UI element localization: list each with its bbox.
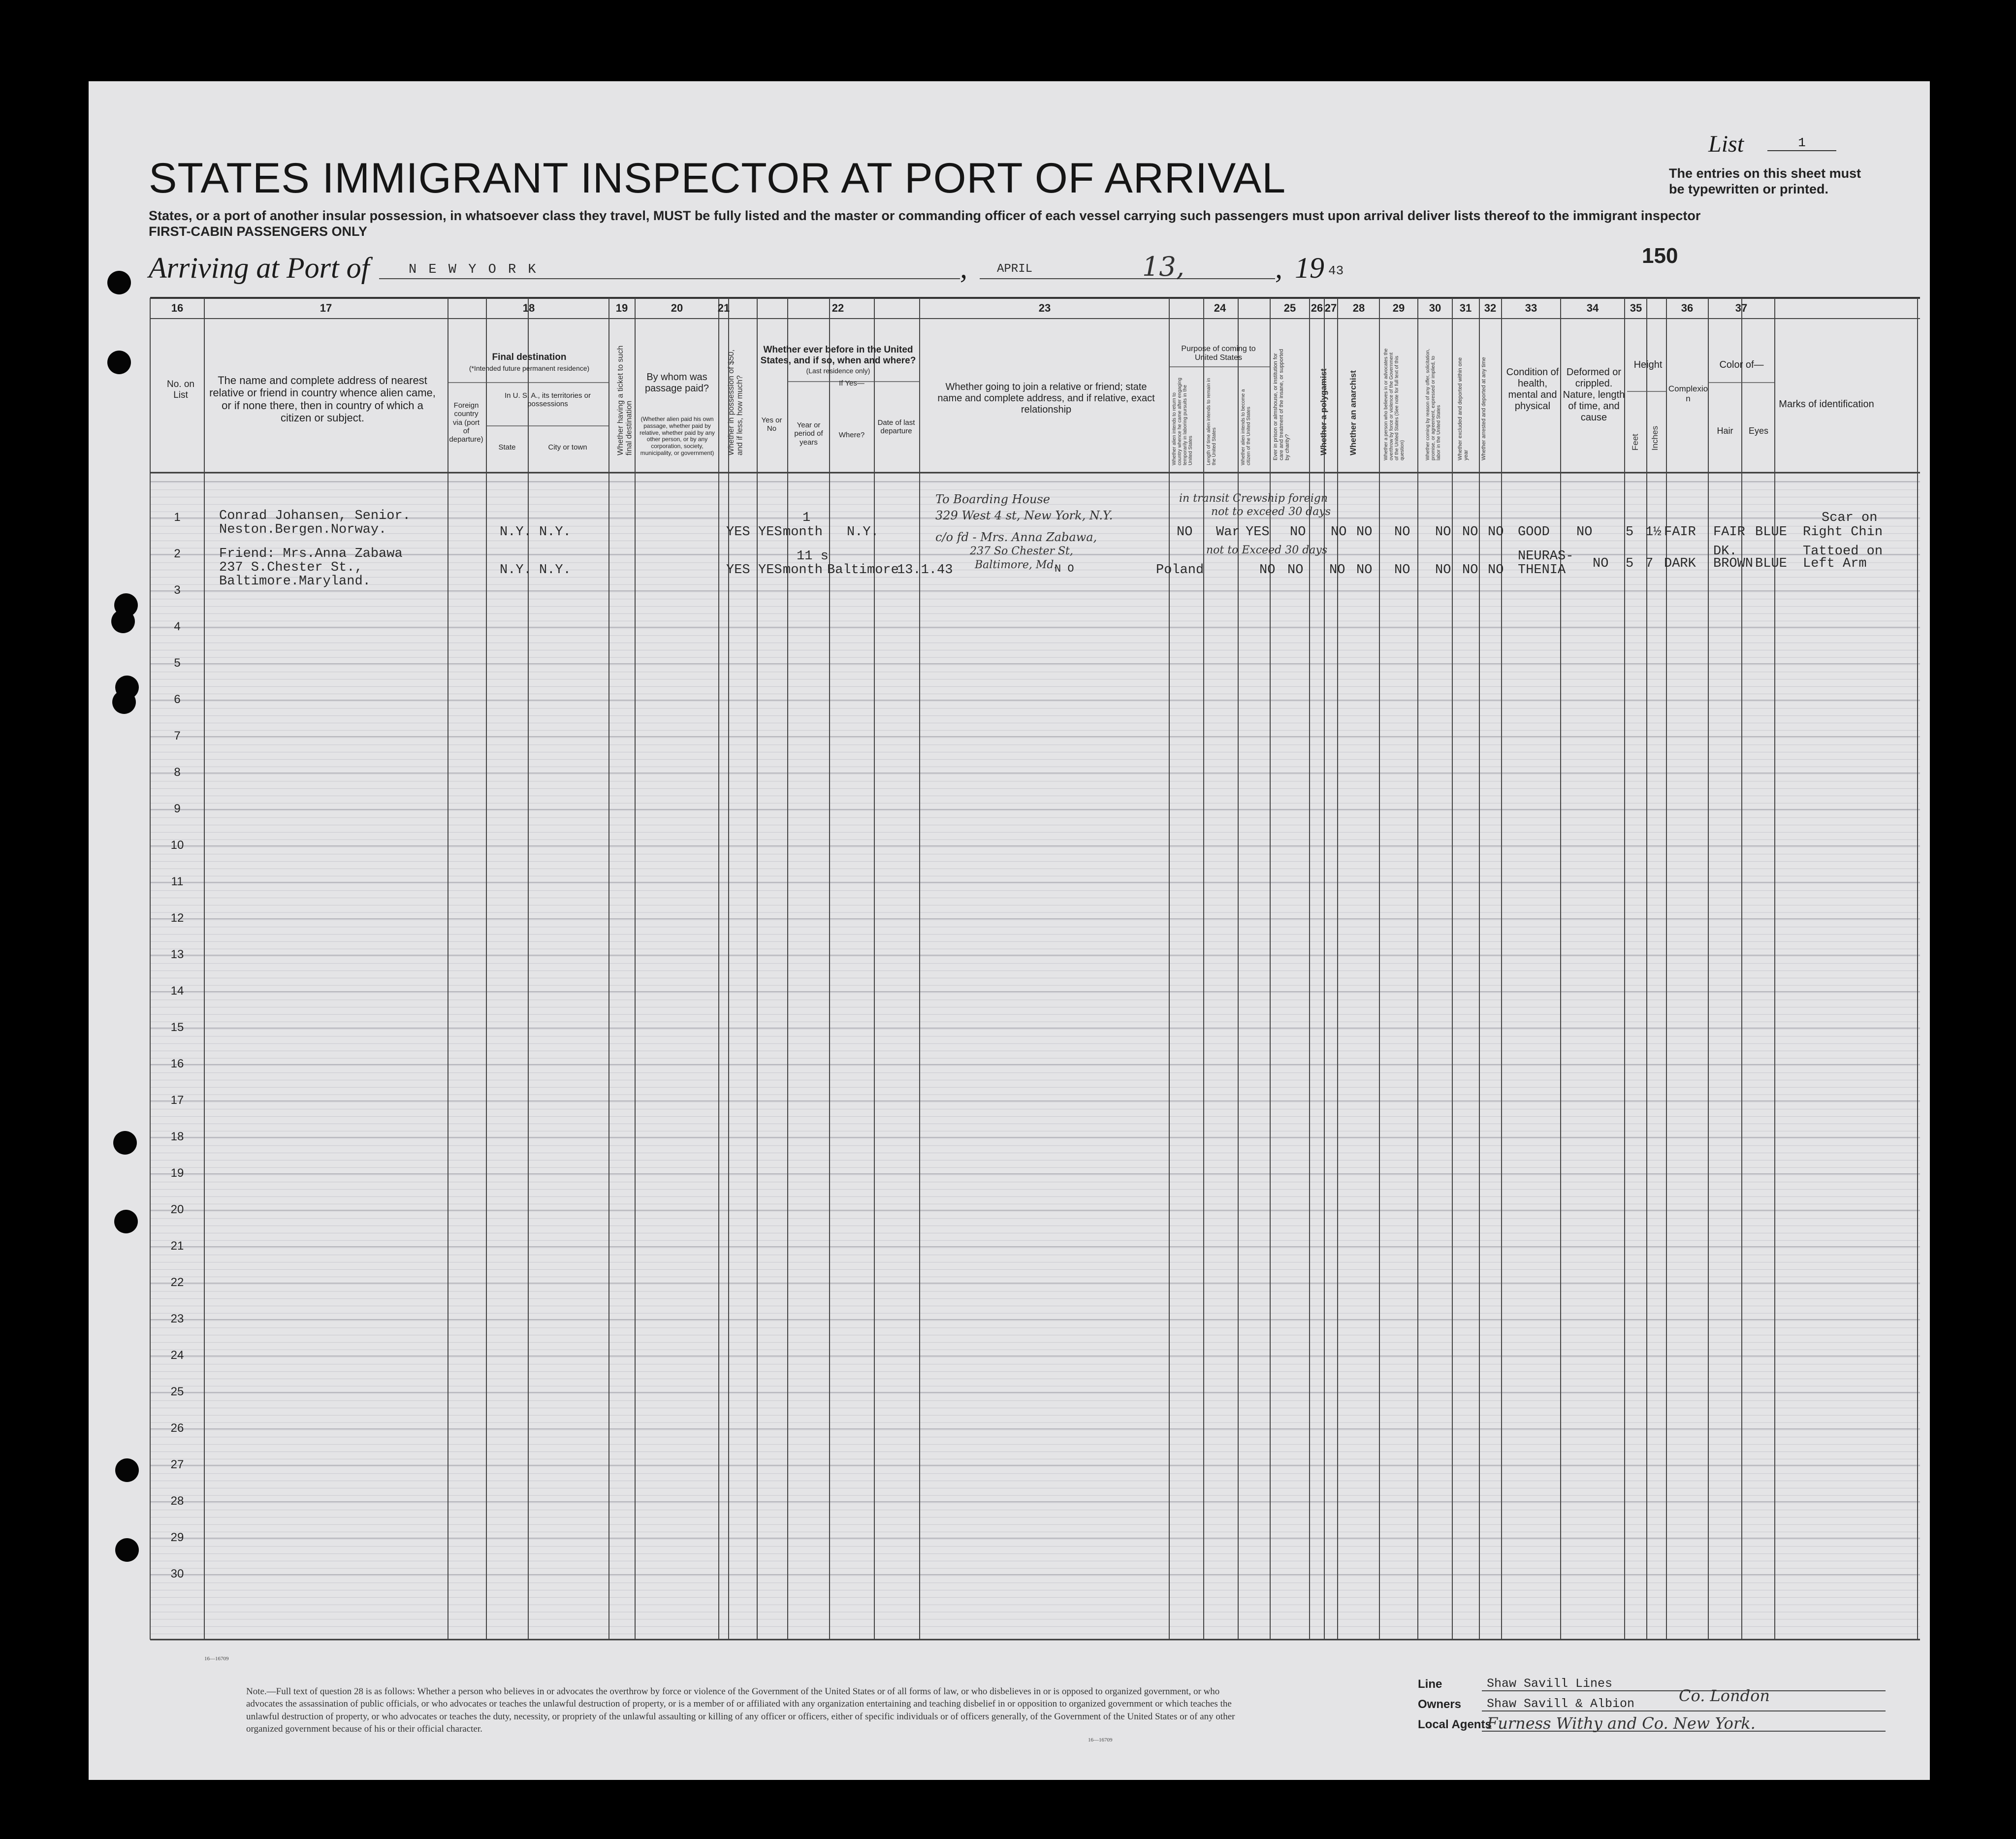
col23-header: Whether going to join a relative or friend; state name and complete address, and if relative, exact relationship xyxy=(937,382,1155,415)
list-label: List xyxy=(1708,131,1744,157)
footer-agents-value: Furness Withy and Co. New York. xyxy=(1487,1714,1756,1733)
arriving-label: Arriving at Port of xyxy=(149,252,370,284)
row-number: 15 xyxy=(170,1021,184,1034)
comma-2: , xyxy=(1275,252,1282,284)
column-number-18: 18 xyxy=(522,302,535,314)
binder-hole xyxy=(113,1131,137,1155)
entry1-complexion: FAIR xyxy=(1664,525,1696,540)
row-number: 18 xyxy=(170,1130,184,1143)
row-number: 10 xyxy=(170,839,184,852)
binder-hole xyxy=(107,351,131,374)
column-number-28: 28 xyxy=(1352,302,1365,314)
entry2-prison: NO xyxy=(1259,563,1276,578)
row-number: 23 xyxy=(170,1312,184,1325)
binder-hole xyxy=(107,271,131,294)
col25-header: Ever in prison or almshouse, or institution for care and treatment of the insane, or supported by charity? xyxy=(1273,349,1291,460)
entry1-arrested-2: NO xyxy=(1488,525,1504,540)
entry2-prison-2: NO xyxy=(1287,563,1304,578)
entry2-period-1: 11 s xyxy=(797,549,829,564)
typed-note-1: The entries on this sheet must xyxy=(1669,166,1861,181)
entry1-inches: 1½ xyxy=(1645,525,1662,540)
footer-line-value: Shaw Savill Lines xyxy=(1487,1677,1613,1691)
col32-header: Condition of health, mental and physical xyxy=(1506,367,1559,412)
column-number-24: 24 xyxy=(1214,302,1226,314)
entry2-before-us: YES xyxy=(758,563,782,578)
entry2-state: N.Y. xyxy=(500,563,532,578)
row-number: 3 xyxy=(174,583,181,597)
column-number-33: 33 xyxy=(1525,302,1537,314)
row-number: 5 xyxy=(174,656,181,670)
col22-yesno: Yes or No xyxy=(761,416,782,433)
row-number: 13 xyxy=(170,948,184,961)
entry2-joining-2: 237 So Chester St, xyxy=(970,545,1073,557)
entry2-hair-1: DK. xyxy=(1713,544,1737,559)
column-number-21: 21 xyxy=(717,302,730,314)
row-number: 20 xyxy=(170,1203,184,1216)
col22-ifyes: If Yes— xyxy=(839,379,864,387)
row-number: 11 xyxy=(171,875,184,888)
column-number-34: 34 xyxy=(1586,302,1599,314)
column-number-37: 37 xyxy=(1735,302,1748,314)
col29-header: Whether coming by reason of any offer, solicitation, promise, or agreement, expressed or implied, to labor in the United States xyxy=(1425,349,1441,460)
column-number-27: 27 xyxy=(1324,302,1337,314)
entry1-deformed: NO xyxy=(1576,525,1593,540)
row-number: 30 xyxy=(170,1567,184,1581)
entry1-joining-2: 329 West 4 st, New York, N.Y. xyxy=(935,509,1113,522)
entry1-anarchist: NO xyxy=(1331,525,1347,540)
column-number-16: 16 xyxy=(171,302,184,314)
instructions-line-1: States, or a port of another insular possession, in whatsoever class they travel, MUST be fully listed and the master or commanding officer of each vessel carrying such passengers must upon arrival deliver lists thereof to the immigrant inspector xyxy=(149,208,1701,223)
col18-header: Final destination xyxy=(492,352,567,362)
row-number: 16 xyxy=(170,1057,184,1070)
row-number: 9 xyxy=(174,802,181,815)
row-number: 19 xyxy=(170,1166,184,1180)
footer-agents-label: Local Agents xyxy=(1418,1718,1492,1731)
col18-state: State xyxy=(498,443,516,452)
col24-header: Purpose of coming to United States xyxy=(1181,345,1256,362)
col18-city: City or town xyxy=(548,443,587,452)
entry2-hair-2: BROWN xyxy=(1713,556,1754,571)
entry1-where: N.Y. xyxy=(847,525,879,540)
row-number: 28 xyxy=(170,1494,184,1508)
entry2-inches: 7 xyxy=(1645,556,1654,571)
col22-date: Date of last departure xyxy=(877,419,915,436)
entry1-purpose-hand-2: not to exceed 30 days xyxy=(1211,506,1331,518)
form-code: 16—16709 xyxy=(204,1656,229,1662)
entry2-period-2: month xyxy=(783,563,823,578)
col34-feet: Feet xyxy=(1631,433,1640,451)
col24-vtext-a: Whether alien intends to return to country whence he came after engaging temporarily in laboring pursuits in the United States xyxy=(1172,378,1193,465)
entry1-relative-name: Conrad Johansen, Senior. xyxy=(219,509,411,523)
col17-header: The name and complete address of nearest relative or friend in country whence alien came, or if none there, then in country of which a citizen or subject. xyxy=(209,374,436,424)
entry1-marks-1: Scar on xyxy=(1822,511,1878,525)
entry1-offer: NO xyxy=(1394,525,1410,540)
entry2-purpose-hand: not to Exceed 30 days xyxy=(1206,544,1328,556)
row-number: 24 xyxy=(170,1349,184,1362)
entry1-purpose-typed: NO xyxy=(1177,525,1193,540)
footer-owners-hand: Co. London xyxy=(1679,1686,1770,1705)
entry2-marks-2: Left Arm xyxy=(1803,556,1867,571)
entry2-polygamist: NO xyxy=(1329,563,1345,578)
entry2-date-departure: 13.1.43 xyxy=(897,563,953,578)
binder-hole xyxy=(114,1210,138,1233)
column-number-35: 35 xyxy=(1630,302,1642,314)
entry1-feet: 5 xyxy=(1626,525,1634,540)
entry2-anarchist: NO xyxy=(1356,563,1373,578)
entry1-possession: YES xyxy=(726,525,750,540)
col20-sublabel: (Whether alien paid his own passage, whether paid by relative, whether paid by any other person, or by any corporation, society, municipality, or government) xyxy=(640,416,715,456)
column-number-30: 30 xyxy=(1429,302,1441,314)
comma-1: , xyxy=(960,252,967,284)
column-number-22: 22 xyxy=(832,302,844,314)
col24-vtext-b: Length of time alien intends to remain in the United States xyxy=(1206,378,1217,465)
col26-header: Whether a polygamist xyxy=(1319,368,1328,455)
col18-foreign: Foreign country via (port of departure) xyxy=(449,401,483,444)
entry2-health-1: NEURAS- xyxy=(1518,549,1574,564)
entry1-purpose-hand: in transit Crewship foreign xyxy=(1179,492,1328,505)
port-value: N E W Y O R K xyxy=(409,262,538,277)
binder-hole xyxy=(111,610,135,633)
entry2-health-2: THENIA xyxy=(1518,563,1566,578)
entry1-state: N.Y. xyxy=(500,525,532,540)
row-number: 14 xyxy=(170,984,184,998)
row-number: 7 xyxy=(174,729,181,742)
col33-header: Deformed or crippled. Nature, length of time, and cause xyxy=(1563,367,1625,423)
row-number: 17 xyxy=(170,1094,184,1107)
entry1-hair: FAIR xyxy=(1713,525,1745,540)
entry2-eyes: BLUE xyxy=(1755,556,1787,571)
row-number: 21 xyxy=(170,1239,184,1253)
footer-owners-value: Shaw Savill & Albion xyxy=(1487,1697,1635,1711)
list-number: 1 xyxy=(1767,135,1836,151)
typed-note-2: be typewritten or printed. xyxy=(1669,182,1829,196)
form-code-2: 16—16709 xyxy=(1088,1737,1113,1743)
footer-owners-label: Owners xyxy=(1418,1698,1462,1711)
col16-header: No. on List xyxy=(167,379,194,400)
entry2-city: N.Y. xyxy=(539,563,571,578)
col34-header: Height xyxy=(1633,359,1663,370)
entry1-purpose-typed-2: War xyxy=(1216,525,1240,540)
col22-where: Where? xyxy=(838,431,865,439)
row-number: 29 xyxy=(170,1531,184,1544)
column-number-29: 29 xyxy=(1392,302,1405,314)
entry2-overthrow: NO xyxy=(1394,563,1410,578)
column-number-23: 23 xyxy=(1038,302,1051,314)
binder-hole xyxy=(112,690,136,714)
col18-sublabel: (*Intended future permanent residence) xyxy=(469,364,590,372)
col20-header: By whom was passage paid? xyxy=(644,372,709,394)
entry1-period-2: month xyxy=(783,525,823,540)
page-title: STATES IMMIGRANT INSPECTOR AT PORT OF ARRIVAL xyxy=(149,155,1286,202)
entry1-polygamist: NO xyxy=(1290,525,1306,540)
col31-header: Whether arrested and deported at any time xyxy=(1481,357,1487,460)
entry2-arrested: NO xyxy=(1488,563,1504,578)
entry2-excluded: NO xyxy=(1462,563,1478,578)
entry1-health: GOOD xyxy=(1518,525,1550,540)
col19-header: Whether having a ticket to such final destination xyxy=(616,345,634,455)
entry2-marks-1: Tattoed on xyxy=(1803,544,1883,559)
row-number: 22 xyxy=(170,1276,184,1289)
year-prefix: 19 xyxy=(1295,252,1324,284)
column-number-26: 26 xyxy=(1311,302,1323,314)
year-suffix: 43 xyxy=(1328,263,1344,278)
column-number-19: 19 xyxy=(615,302,628,314)
row-number: 26 xyxy=(170,1421,184,1435)
question-28-note: Note.—Full text of question 28 is as follows: Whether a person who believes in or advocates the overthrow by force or violence of the Government of the United States or of all forms of law, or who disbelieves in or is opposed to organized government, or who advocates the assassination of public officials, or who advocates or teaches the unlawful destruction of property, or is a member of or affiliated with any organization entertaining and teaching disbelief in or opposition to organized government or which teaches the unlawful destruction of property, or who advocates or teaches the duty, necessity, or propriety of the unlawful assaulting or killing of any officer or officers, either of specific individuals or of officers generally, of the Government of the United States or of any other organized government because of his or their official character. xyxy=(246,1686,1235,1734)
col36-header: Color of— xyxy=(1719,359,1764,370)
entry1-overthrow: NO xyxy=(1356,525,1373,540)
row-number: 1 xyxy=(174,511,181,524)
col37-header: Marks of identification xyxy=(1779,399,1874,410)
col22-year: Year or period of years xyxy=(794,421,823,447)
column-number-25: 25 xyxy=(1283,302,1296,314)
entry2-feet: 5 xyxy=(1626,556,1634,571)
col22-sublabel: (Last residence only) xyxy=(806,367,870,375)
day-value: 13, xyxy=(1142,251,1184,282)
entry2-deformed: NO xyxy=(1593,556,1609,571)
row-number: 8 xyxy=(174,766,181,779)
col24-vtext-c: Whether alien intends to become a citizen of the United States xyxy=(1241,389,1251,465)
entry1-city: N.Y. xyxy=(539,525,571,540)
column-number-20: 20 xyxy=(671,302,683,314)
entry1-arrested: NO xyxy=(1462,525,1478,540)
row-number: 27 xyxy=(170,1458,184,1471)
row-number: 2 xyxy=(174,547,181,560)
column-number-36: 36 xyxy=(1681,302,1694,314)
column-number-17: 17 xyxy=(320,302,332,314)
binder-hole xyxy=(115,1458,139,1482)
entry1-relative-address: Neston.Bergen.Norway. xyxy=(219,522,387,537)
col36-eyes: Eyes xyxy=(1748,426,1769,436)
col28-header: Whether a person who believes in or advocates the overthrow by force or violence of the Government of the United States (See note for full text of this question) xyxy=(1383,348,1405,460)
col36-hair: Hair xyxy=(1717,426,1733,436)
col35-header: Complexion xyxy=(1668,384,1708,403)
month-value: APRIL xyxy=(997,262,1033,276)
row-number: 25 xyxy=(170,1385,184,1398)
entry2-purpose-typed: Poland xyxy=(1156,563,1204,578)
row-number: 12 xyxy=(170,911,184,925)
entry1-period-1: 1 xyxy=(802,511,811,525)
entry2-relative-address-1: 237 S.Chester St., xyxy=(219,560,363,575)
binder-hole xyxy=(115,1538,139,1562)
col22-header: Whether ever before in the United States, and if so, when and where? xyxy=(760,345,916,366)
entry2-relative-name: Friend: Mrs.Anna Zabawa xyxy=(219,547,403,561)
col18-usa: In U. S. A., its territories or possessions xyxy=(504,391,591,409)
col21-header: Whether in possession of $50, and if less, how much? xyxy=(727,349,744,455)
entry2-joining-1: c/o fd - Mrs. Anna Zabawa, xyxy=(935,530,1097,544)
entry2-relative-address-2: Baltimore.Maryland. xyxy=(219,574,371,589)
col34-inches: Inches xyxy=(1650,425,1660,451)
column-number-32: 32 xyxy=(1484,302,1497,314)
instructions-line-2: FIRST-CABIN PASSENGERS ONLY xyxy=(149,224,368,239)
entry1-excluded: NO xyxy=(1435,525,1451,540)
stamp-number: 150 xyxy=(1642,244,1678,268)
entry1-before-us: YES xyxy=(758,525,782,540)
entry1-prison: YES xyxy=(1246,525,1270,540)
entry1-eyes: BLUE xyxy=(1755,525,1787,540)
row-number: 6 xyxy=(174,693,181,706)
entry2-joining-typed: N O xyxy=(1055,563,1074,575)
entry1-marks-2: Right Chin xyxy=(1803,525,1883,540)
entry2-complexion: DARK xyxy=(1664,556,1696,571)
column-number-31: 31 xyxy=(1459,302,1472,314)
entry1-joining-1: To Boarding House xyxy=(935,492,1050,506)
entry2-joining-3: Baltimore, Md. xyxy=(975,559,1057,571)
footer-line-label: Line xyxy=(1418,1678,1442,1691)
row-number: 4 xyxy=(174,620,181,633)
col30-header: Whether excluded and deported within one year xyxy=(1457,357,1470,460)
entry2-offer: NO xyxy=(1435,563,1451,578)
manifest-sheet xyxy=(89,81,1930,1780)
table-grid xyxy=(89,81,1930,1780)
entry2-possession: YES xyxy=(726,563,750,578)
col27-header: Whether an anarchist xyxy=(1348,370,1358,455)
entry2-where: Baltimore xyxy=(827,563,899,578)
